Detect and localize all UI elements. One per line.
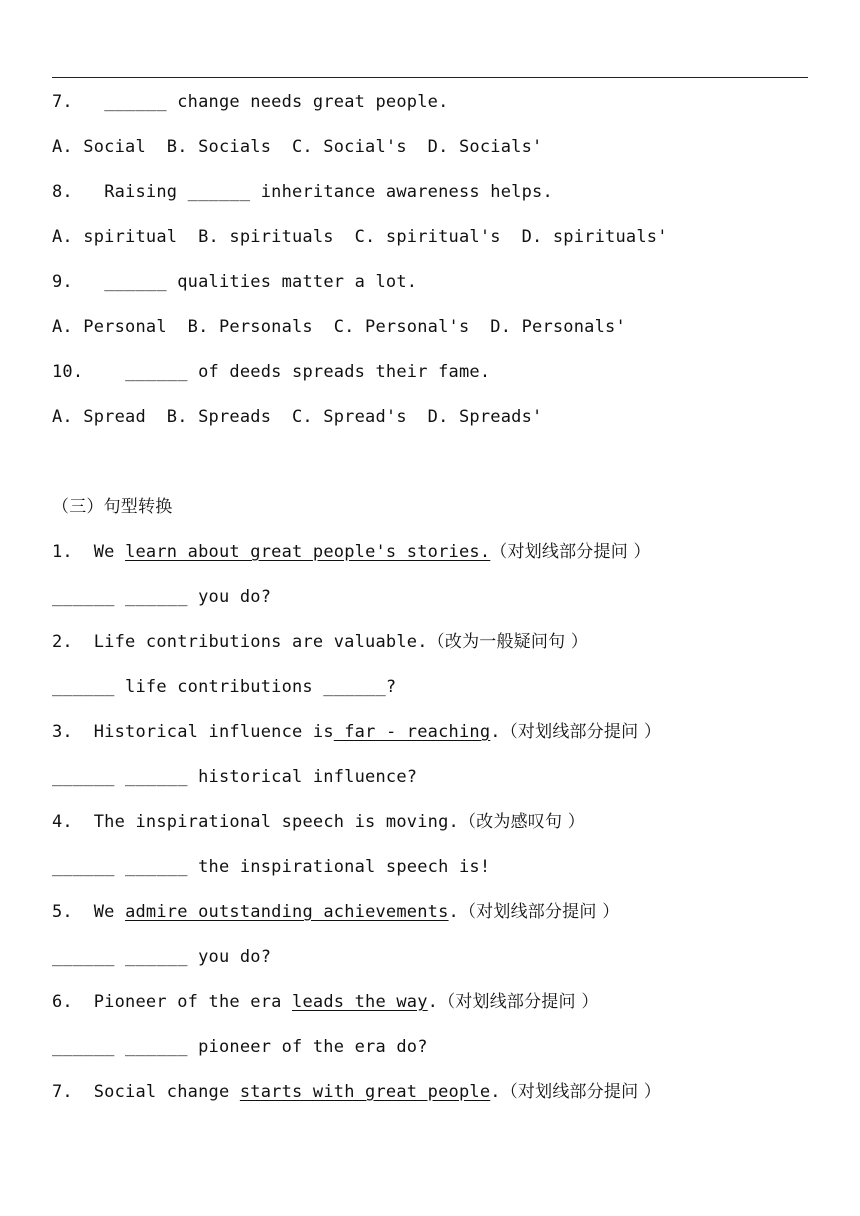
item-text: We [93,902,126,922]
item-instruction: （对划线部分提问 ） [458,902,620,922]
header-rule [52,77,808,78]
underlined-text: learn about great people's stories. [125,542,491,562]
transform-item-5 [52,902,619,922]
item-instruction: （改为一般疑问句 ） [427,632,589,652]
answer-line-4: ______ ______ the inspirational speech is! [52,857,491,877]
item-instruction: （对划线部分提问 ） [500,722,662,742]
question-8 [52,182,553,202]
underlined-text: starts with great people [239,1082,491,1102]
item-number: 1. [52,542,73,562]
item-instruction: （对划线部分提问 ） [438,992,599,1012]
question-number: 7. [52,92,73,112]
item-instruction: （对划线部分提问 ） [500,1082,662,1102]
question-text: ______ change needs great people. [104,92,449,112]
item-text-after: . [448,902,459,922]
section-heading: （三）句型转换 [52,497,173,517]
item-text: We [93,542,126,562]
item-number: 2. [52,632,73,652]
question-7-options: A. Social B. Socials C. Social's D. Socials' [52,137,543,157]
question-10-options: A. Spread B. Spreads C. Spread's D. Spreads' [52,407,543,427]
item-text-after: . [427,992,439,1012]
answer-line-3: ______ ______ historical influence? [52,767,418,787]
question-number: 8. [52,182,73,202]
item-number: 6. [52,992,73,1012]
item-text: The inspirational speech is moving. [93,812,459,832]
answer-line-6: ______ ______ pioneer of the era do? [52,1037,428,1057]
question-8-options: A. spiritual B. spirituals C. spiritual's D. spirituals' [52,227,668,247]
item-number: 3. [52,722,73,742]
question-number: 10. [52,362,84,382]
item-text: Pioneer of the era [93,992,293,1012]
transform-item-7 [52,1082,661,1102]
answer-line-5: ______ ______ you do? [52,947,272,967]
question-text: ______ qualities matter a lot. [104,272,418,292]
underlined-text: admire outstanding achievements [125,902,449,922]
question-text: ______ of deeds spreads their fame. [125,362,491,382]
item-number: 5. [52,902,73,922]
transform-item-1 [52,542,651,562]
item-text: Social change [93,1082,240,1102]
transform-item-4 [52,812,585,832]
question-text: Raising ______ inheritance awareness helps. [104,182,553,202]
item-instruction: （对划线部分提问 ） [490,542,651,562]
item-number: 7. [52,1082,73,1102]
item-text: Historical influence is [93,722,334,742]
item-number: 4. [52,812,73,832]
question-9 [52,272,417,292]
answer-line-1: ______ ______ you do? [52,587,272,607]
transform-item-2 [52,632,588,652]
underlined-text: leads the way [292,992,428,1012]
transform-item-6 [52,992,599,1012]
question-number: 9. [52,272,73,292]
item-text: Life contributions are valuable. [93,632,428,652]
item-text-after: . [490,1082,501,1102]
item-text-after: . [490,722,501,742]
question-9-options: A. Personal B. Personals C. Personal's D. Personals' [52,317,626,337]
answer-line-2: ______ life contributions ______? [52,677,397,697]
item-instruction: （改为感叹句 ） [458,812,585,832]
underlined-text: far - reaching [333,722,491,742]
question-10 [52,362,490,382]
transform-item-3 [52,722,661,742]
question-7 [52,92,449,112]
